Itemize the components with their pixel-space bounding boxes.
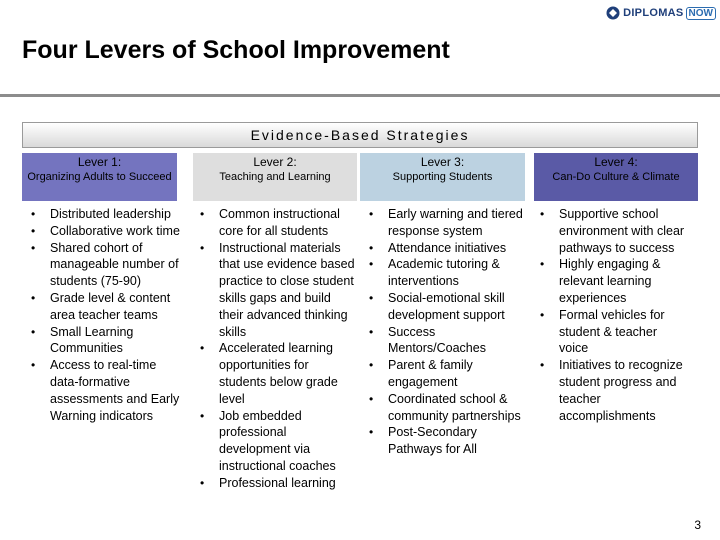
lever-1-label: Lever 1: (77, 155, 122, 169)
list-item: • Small Learning Communities (31, 324, 134, 356)
list-item: • Social-emotional skill development support (369, 290, 505, 322)
list-item: • Early warning and tiered response system (369, 207, 523, 238)
list-item: • Access to real-time data-formative assessments and Early Warning indicators (31, 358, 180, 423)
list-item: • Initiatives to recognize student progress and teacher accomplishments (540, 358, 683, 423)
list-item: • Post-Secondary Pathways for All (369, 425, 477, 457)
evidence-based-strategies-header: Evidence-Based Strategies (22, 122, 698, 148)
list-item: • Parent & family engagement (369, 358, 473, 389)
lever-2-strategies (195, 206, 357, 492)
list-item: • Academic tutoring & interventions (369, 257, 500, 289)
lever-2-label: Lever 2: (253, 155, 297, 169)
list-item: • Formal vehicles for student & teacher voice (540, 307, 665, 356)
lever-4-label: Lever 4: (594, 155, 638, 169)
list-item: • Grade level & content area teacher teams (31, 290, 171, 322)
list-item: • Coordinated school & community partnerships (369, 391, 521, 423)
list-item: • Shared cohort of manageable number of students (75-90) (31, 240, 179, 289)
list-item: • Attendance initiatives (369, 240, 507, 255)
diplomas-now-logo (606, 6, 716, 20)
list-item: • Accelerated learning opportunities for students below grade level (200, 341, 338, 406)
logo-text-now: NOW (686, 7, 716, 20)
list-item: • Common instructional core for all students (200, 207, 340, 238)
page-number: 3 (694, 518, 701, 532)
lever-1-header (22, 153, 177, 201)
logo-text-diplomas: DIPLOMAS (623, 7, 684, 19)
page-title: Four Levers of School Improvement (22, 36, 450, 64)
list-item: • Supportive school environment with clear pathways to success (540, 207, 685, 255)
lever-1-strategies (26, 206, 186, 424)
lever-3-header (360, 153, 525, 201)
lever-3-subtitle: Supporting Students (392, 171, 493, 183)
list-item: • Collaborative work time (31, 223, 180, 238)
lever-2-subtitle: Teaching and Learning (219, 171, 331, 183)
lever-1-subtitle: Organizing Adults to Succeed (27, 171, 172, 183)
list-item: • Professional learning (200, 475, 336, 490)
lever-3-strategies (364, 206, 534, 458)
lever-2-header (193, 153, 357, 201)
list-item: • Job embedded professional development via instructional coaches (200, 408, 336, 473)
lever-3-label: Lever 3: (420, 155, 465, 169)
list-item: • Success Mentors/Coaches (369, 324, 486, 356)
list-item: • Instructional materials that use evidence based practice to close student skills gaps and build their advanced thinking skills (200, 240, 355, 339)
lever-4-subtitle: Can-Do Culture & Climate (552, 171, 680, 183)
lever-4-header (534, 153, 698, 201)
list-item: • Highly engaging & relevant learning experiences (540, 257, 661, 305)
logo-mark-icon (606, 6, 620, 20)
title-divider (0, 94, 720, 97)
lever-4-strategies (535, 206, 685, 424)
list-item: • Distributed leadership (31, 207, 171, 221)
